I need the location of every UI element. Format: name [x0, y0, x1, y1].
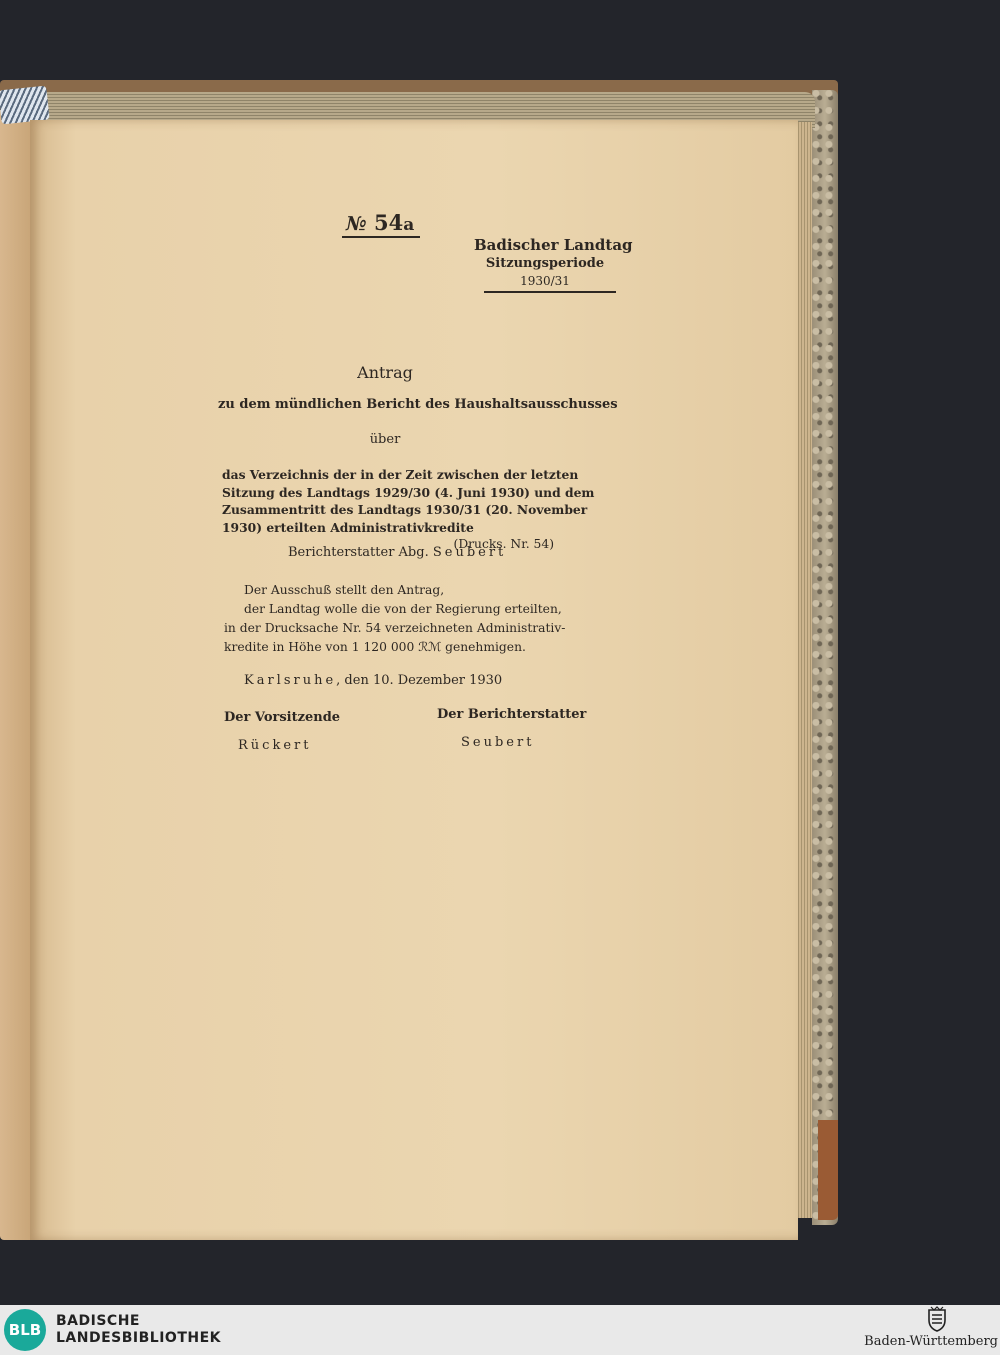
antrag-line: der Landtag wolle die von der Regierung erteilten,: [244, 602, 562, 616]
leather-corner: [818, 1120, 838, 1220]
stamp-landtag: Badischer Landtag: [474, 236, 633, 254]
place-date: Karlsruhe, den 10. Dezember 1930: [244, 673, 503, 688]
subject-line: Zusammentritt des Landtags 1930/31 (20. November: [222, 502, 588, 517]
signature-left-name: Rückert: [238, 738, 312, 753]
antrag-line: kredite in Höhe von 1 120 000 ℛℳ genehmigen.: [224, 640, 526, 654]
ueber-label: über: [369, 432, 401, 447]
signature-right-name: Seubert: [461, 735, 535, 750]
library-name[interactable]: BADISCHE LANDESBIBLIOTHEK: [56, 1313, 222, 1346]
stamp-underline: [484, 291, 616, 293]
subject-paragraph: [222, 466, 595, 554]
antrag-line: in der Drucksache Nr. 54 verzeichneten Administrativ-: [224, 621, 566, 635]
footer-bar: [0, 1305, 1000, 1355]
signature-left-role: Der Vorsitzende: [224, 710, 341, 725]
state-crest-icon: [926, 1306, 948, 1332]
left-page-edge: [0, 110, 30, 1240]
subject-line-last: 1930) erteilten Administrativkredite (Drucks. Nr. 54): [222, 519, 554, 551]
stamp-year: 1930/31: [520, 274, 570, 288]
antrag-intro: Der Ausschuß stellt den Antrag,: [244, 583, 445, 597]
document-subtitle: zu dem mündlichen Bericht des Haushaltsausschusses: [218, 397, 618, 412]
stamp-sitzungsperiode: Sitzungsperiode: [485, 256, 605, 271]
bookmark-ribbon: [0, 86, 50, 125]
antrag-body: [224, 581, 566, 657]
subject-line: das Verzeichnis der in der Zeit zwischen der letzten: [222, 467, 579, 482]
state-name[interactable]: Baden-Württemberg: [864, 1334, 998, 1349]
berichterstatter: Berichterstatter Abg. Seubert: [288, 545, 507, 560]
signature-right-role: Der Berichterstatter: [437, 707, 587, 722]
document-number: № 54a: [342, 210, 420, 238]
blb-logo-icon[interactable]: BLB: [4, 1309, 46, 1351]
page-edges-right: [796, 122, 812, 1218]
document-title: Antrag: [357, 363, 413, 382]
marbled-book-edge: [812, 90, 838, 1225]
subject-line: Sitzung des Landtags 1929/30 (4. Juni 1930) und dem: [222, 484, 595, 500]
